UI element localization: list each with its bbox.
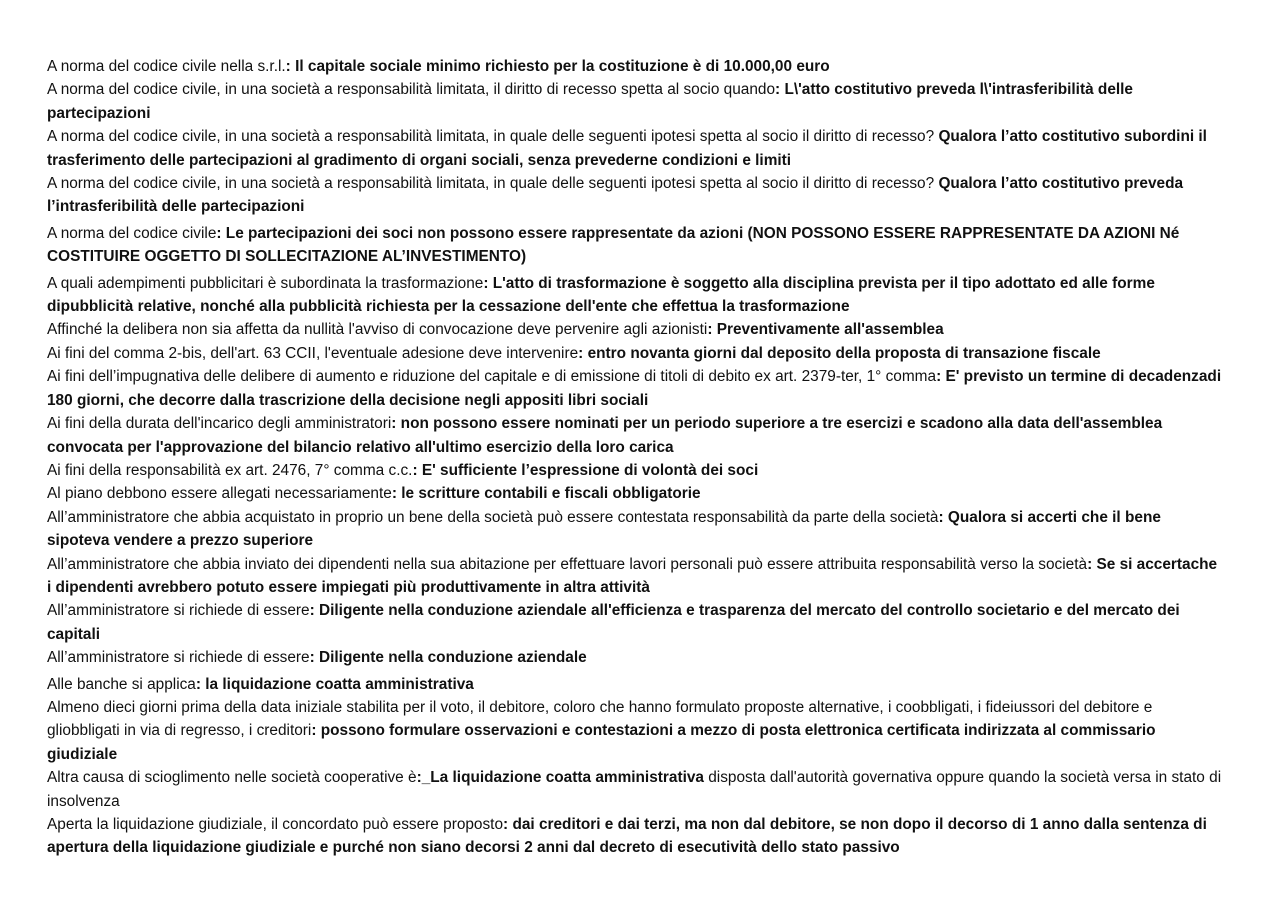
- answer-text: Diligente nella conduzione aziendale all'efficienza e trasparenza del mercato del controllo societario e del mercato dei capitali: [47, 602, 1180, 643]
- separator: :: [938, 508, 948, 526]
- question-text: All’amministratore si richiede di essere: [47, 602, 310, 620]
- answer-text: Se si accertache i dipendenti avrebbero potuto essere impiegati più produttivamente in altra attività: [47, 555, 1218, 596]
- answer-text: possono formulare osservazioni e contestazioni a mezzo di posta elettronica certificata indirizzata al commissario giudiziale: [47, 722, 1156, 763]
- answer-text: Il capitale sociale minimo richiesto per la costituzione è di 10.000,00 euro: [295, 58, 830, 75]
- qa-entry: [47, 172, 1222, 219]
- separator: :: [578, 344, 588, 362]
- question-text: Affinché la delibera non sia affetta da nullità l'avviso di convocazione deve pervenire agli azionisti: [47, 321, 708, 339]
- answer-text: Le partecipazioni dei soci non possono essere rappresentate da azioni (NON POSSONO ESSERE RAPPRESENTATE DA AZIONI Né COSTITUIRE OGGETTO DI SOLLECITAZIONE AL’INVESTIMENTO): [47, 224, 1180, 266]
- qa-entry: [47, 318, 1222, 341]
- answer-text: dai creditori e dai terzi, ma non dal debitore, se non dopo il decorso di 1 anno dalla sentenza di apertura della liquidazione giudiziale e purché non siano decorsi 2 anni dal decreto di esecutività dello stato passivo: [47, 816, 1207, 857]
- question-text: Almeno dieci giorni prima della data iniziale stabilita per il voto, il debitore, coloro che hanno formulato proposte alternative, i coobbligati, i fideiussori del debitore e gliobbligati in via di regresso, i creditori: [47, 698, 1153, 740]
- separator: :: [311, 722, 321, 740]
- answer-text: Preventivamente all'assemblea: [716, 321, 944, 339]
- separator: :: [391, 485, 402, 503]
- answer-text: La liquidazione coatta amministrativa: [430, 769, 704, 787]
- answer-text: Diligente nella conduzione aziendale: [319, 649, 587, 667]
- separator: :: [412, 461, 422, 479]
- qa-entry: [47, 673, 1222, 696]
- question-text: A norma del codice civile, in una società a responsabilità limitata, il diritto di recesso spetta al socio quando: [47, 81, 776, 99]
- qa-entry: [47, 766, 1222, 813]
- answer-tail: disposta dall'autorità governativa oppure quando la società versa in stato di insolvenza: [47, 769, 1222, 810]
- question-text: Ai fini della responsabilità ex art. 2476, 7° comma c.c.: [47, 461, 413, 479]
- qa-entry: [47, 813, 1222, 860]
- answer-text: Qualora si accerti che il bene sipoteva vendere a prezzo superiore: [47, 508, 1161, 550]
- question-text: Aperta la liquidazione giudiziale, il concordato può essere proposto: [47, 816, 504, 833]
- question-text: Alle banche si applica: [47, 675, 196, 693]
- qa-entry: [47, 55, 1222, 78]
- answer-text: L'atto di trasformazione è soggetto alla disciplina prevista per il tipo adottato ed alle forme dipubblicità relative, nonché alla pubblicità richiesta per la cessazione dell'ente che effettua la trasformazione: [47, 274, 1155, 316]
- question-text: A norma del codice civile nella s.r.l.: [47, 58, 286, 75]
- question-text: Altra causa di scioglimento nelle società cooperative è: [47, 769, 417, 787]
- qa-entry: [47, 696, 1222, 766]
- separator: :: [503, 816, 513, 833]
- qa-entry: [47, 222, 1222, 269]
- qa-entry: [47, 506, 1222, 553]
- answer-text: entro novanta giorni dal deposito della proposta di transazione fiscale: [587, 344, 1101, 362]
- separator: :: [936, 368, 946, 386]
- answer-text: E' sufficiente l’espressione di volontà dei soci: [421, 461, 759, 479]
- qa-entry: [47, 412, 1222, 459]
- question-text: Ai fini della durata dell'incarico degli amministratori: [47, 415, 392, 433]
- question-text: All’amministratore che abbia inviato dei dipendenti nella sua abitazione per effettuare lavori personali può essere attribuita responsabilità verso la società: [47, 555, 1088, 573]
- qa-entry: [47, 125, 1222, 172]
- document-page: [47, 55, 1222, 860]
- qa-entry: [47, 459, 1222, 482]
- question-text: All’amministratore si richiede di essere: [47, 649, 310, 667]
- separator: :: [309, 649, 319, 667]
- separator: :: [707, 321, 717, 339]
- qa-entry: [47, 342, 1222, 365]
- question-text: Al piano debbono essere allegati necessariamente: [47, 485, 392, 503]
- qa-entry: [47, 365, 1222, 412]
- answer-text: Qualora l’atto costitutivo preveda l’intrasferibilità delle partecipazioni: [47, 175, 1184, 216]
- answer-text: non possono essere nominati per un periodo superiore a tre esercizi e scadono alla data dell'assemblea convocata per l'approvazione del bilancio relativo all'ultimo esercizio della loro carica: [47, 415, 1163, 456]
- qa-entry: [47, 599, 1222, 646]
- answer-text: E' previsto un termine di decadenzadi 180 giorni, che decorre dalla trascrizione della decisione negli appositi libri sociali: [47, 368, 1222, 409]
- qa-entry: [47, 482, 1222, 505]
- separator: :: [309, 602, 319, 620]
- answer-text: L\'atto costitutivo preveda l\'intrasferibilità delle partecipazioni: [47, 81, 1133, 122]
- qa-entry: [47, 78, 1222, 125]
- answer-text: la liquidazione coatta amministrativa: [205, 675, 474, 693]
- answer-text: le scritture contabili e fiscali obbligatorie: [401, 485, 701, 503]
- separator: :: [483, 274, 493, 292]
- separator: :: [195, 675, 206, 693]
- separator: :: [1087, 555, 1097, 573]
- question-text: A norma del codice civile, in una società a responsabilità limitata, in quale delle seguenti ipotesi spetta al socio il diritto di recesso?: [47, 128, 939, 146]
- separator: :: [216, 224, 226, 242]
- question-text: Ai fini dell’impugnativa delle delibere di aumento e riduzione del capitale e di emissione di titoli di debito ex art. 2379-ter, 1° comma: [47, 368, 937, 386]
- qa-entry: [47, 553, 1222, 600]
- separator: :: [285, 58, 296, 75]
- separator: :: [775, 81, 785, 99]
- question-text: A norma del codice civile, in una società a responsabilità limitata, in quale delle seguenti ipotesi spetta al socio il diritto di recesso?: [47, 175, 939, 193]
- separator: :_: [416, 769, 431, 787]
- separator: :: [391, 415, 401, 433]
- question-text: A quali adempimenti pubblicitari è subordinata la trasformazione: [47, 274, 484, 292]
- qa-entry: [47, 646, 1222, 669]
- question-text: Ai fini del comma 2-bis, dell'art. 63 CCII, l'eventuale adesione deve intervenire: [47, 344, 579, 362]
- answer-text: Qualora l’atto costitutivo subordini il trasferimento delle partecipazioni al gradimento di organi sociali, senza prevederne condizioni e limiti: [47, 128, 1207, 169]
- question-text: All’amministratore che abbia acquistato in proprio un bene della società può essere contestata responsabilità da parte della società: [47, 508, 939, 526]
- qa-entry: [47, 272, 1222, 319]
- question-text: A norma del codice civile: [47, 224, 217, 242]
